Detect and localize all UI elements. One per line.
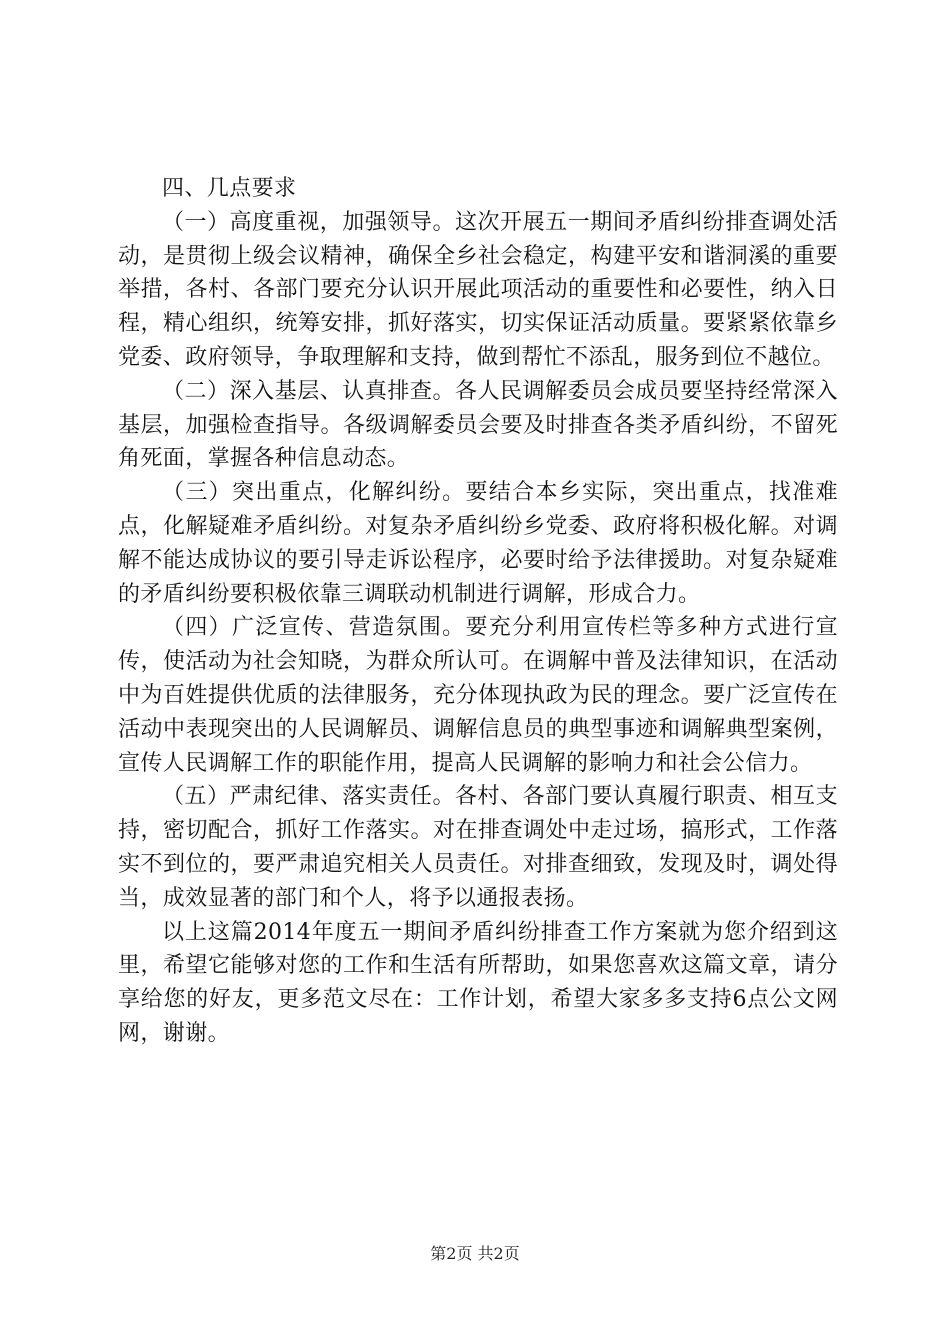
page-footer: 第2页 共2页 [430,1244,520,1263]
section-heading: 四、几点要求 [162,176,297,201]
closing-paragraph: 以上这篇2014年度五一期间矛盾纠纷排查工作方案就为您介绍到这里，希望它能够对您的工作和生活有所帮助，如果您喜欢这篇文章，请分享给您的好友，更多范文尽在：工作计划，希望大家多多支持6点公文网网，谢谢。 [118,919,838,1046]
paragraph-5: （五）严肃纪律、落实责任。各村、各部门要认真履行职责、相互支持，密切配合，抓好工作落实。对在排查调处中走过场，搞形式，工作落实不到位的，要严肃追究相关人员责任。对排查细致，发现及时，调处得当，成效显著的部门和个人，将予以通报表扬。 [118,784,838,911]
paragraph-4: （四）广泛宣传、营造氛围。要充分利用宣传栏等多种方式进行宣传，使活动为社会知晓，为群众所认可。在调解中普及法律知识，在活动中为百姓提供优质的法律服务，充分体现执政为民的理念。要广泛宣传在活动中表现突出的人民调解员、调解信息员的典型事迹和调解典型案例，宣传人民调解工作的职能作用，提高人民调解的影响力和社会公信力。 [118,615,838,776]
paragraph-2: （二）深入基层、认真排查。各人民调解委员会成员要坚持经常深入基层，加强检查指导。各级调解委员会要及时排查各类矛盾纠纷，不留死角死面，掌握各种信息动态。 [118,378,838,472]
paragraph-1: （一）高度重视，加强领导。这次开展五一期间矛盾纠纷排查调处活动，是贯彻上级会议精神，确保全乡社会稳定，构建平安和谐洞溪的重要举措，各村、各部门要充分认识开展此项活动的重要性和必要性，纳入日程，精心组织，统筹安排，抓好落实，切实保证活动质量。要紧紧依靠乡党委、政府领导，争取理解和支持，做到帮忙不添乱，服务到位不越位。 [118,209,838,370]
document-body [118,172,838,1051]
paragraph-3: （三）突出重点，化解纠纷。要结合本乡实际，突出重点，找准难点，化解疑难矛盾纠纷。对复杂矛盾纠纷乡党委、政府将积极化解。对调解不能达成协议的要引导走诉讼程序，必要时给予法律援助。对复杂疑难的矛盾纠纷要积极依靠三调联动机制进行调解，形成合力。 [118,480,838,607]
